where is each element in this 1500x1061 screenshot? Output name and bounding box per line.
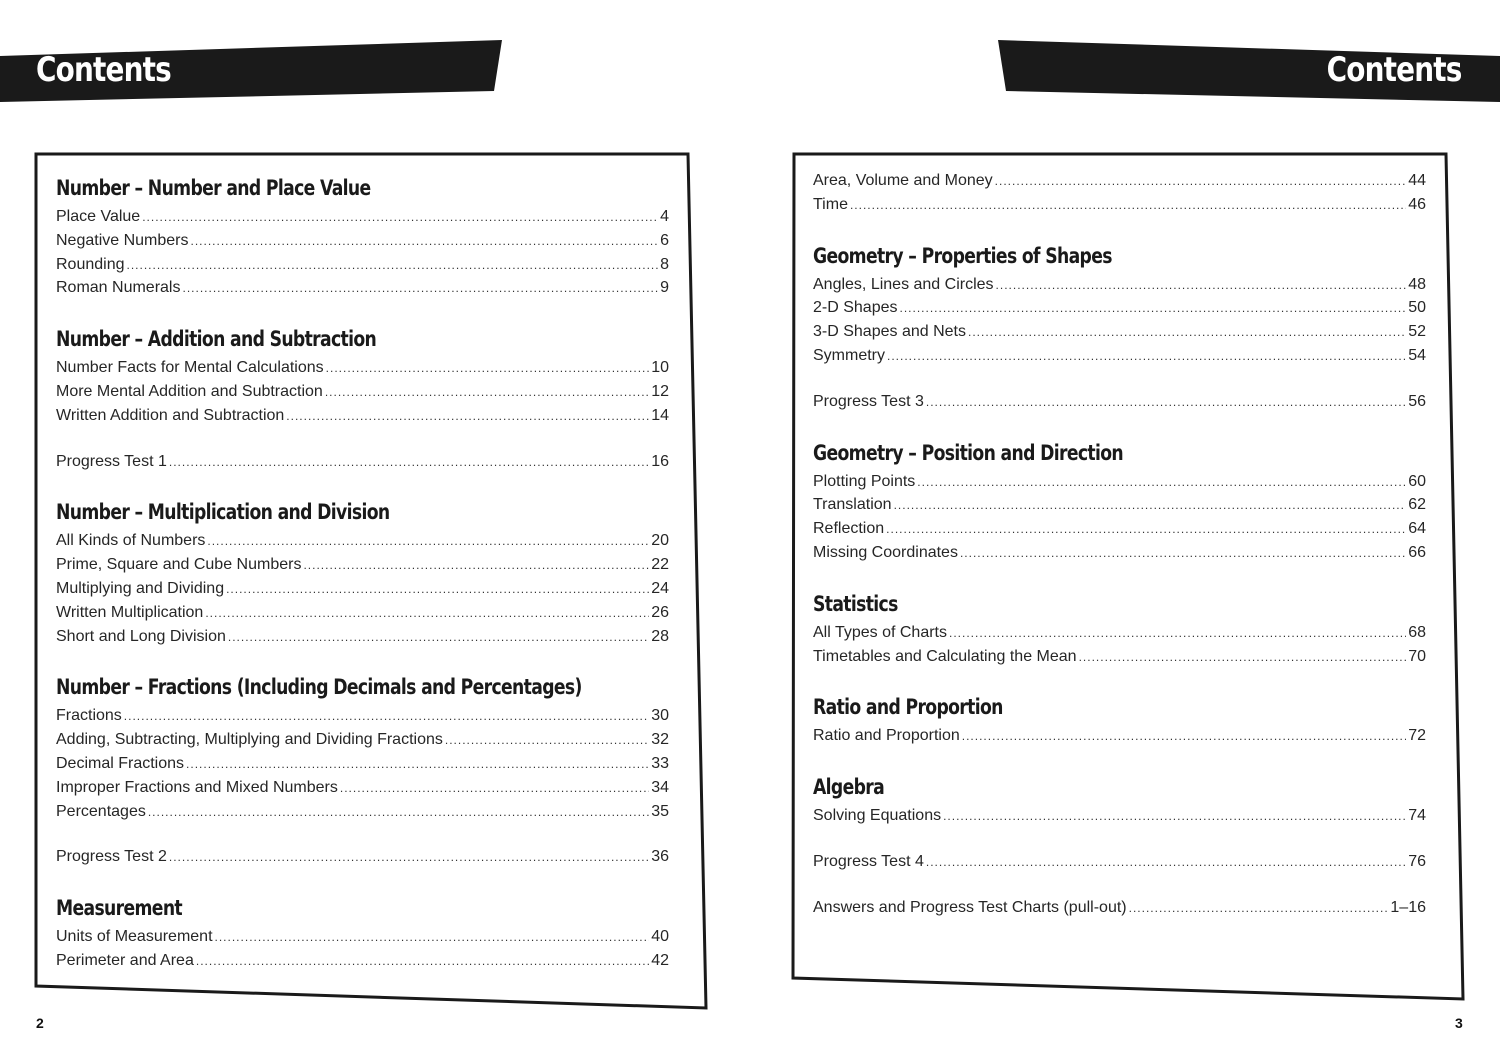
toc-entry[interactable] [56,276,669,300]
toc-entry-page-number: 42 [651,951,669,969]
dot-leader [186,753,649,776]
toc-entry-page-number: 36 [651,848,669,866]
toc-entry-label: Negative Numbers [56,231,189,249]
toc-entry-page-number: 62 [1408,496,1426,514]
toc-section [813,896,1426,920]
dot-leader [127,254,659,277]
toc-entry[interactable] [813,344,1426,368]
toc-entry-label: Perimeter and Area [56,951,194,969]
dot-leader [169,451,649,474]
toc-section [813,690,1426,748]
toc-entry-label: Time [813,195,848,213]
toc-entry[interactable] [56,800,669,824]
section-heading: Number – Multiplication and Division [56,500,390,525]
toc-entry-page-number: 46 [1408,195,1426,213]
toc-entry-page-number: 72 [1408,727,1426,745]
toc-entry[interactable] [813,541,1426,565]
toc-entry[interactable] [56,601,669,625]
dot-leader [926,391,1406,414]
dot-leader [1129,897,1389,920]
toc-entry-label: 3-D Shapes and Nets [813,323,966,341]
toc-entry-page-number: 10 [651,359,669,377]
toc-entry-label: 2-D Shapes [813,299,898,317]
dot-leader [226,578,649,601]
toc-entry[interactable] [813,621,1426,645]
dot-leader [960,542,1406,565]
section-heading: Number – Number and Place Value [56,176,371,200]
toc-entry[interactable] [813,850,1426,874]
toc-section [813,587,1426,669]
toc-entry-label: All Kinds of Numbers [56,532,206,550]
toc-entry[interactable] [56,704,669,728]
toc-entry-page-number: 76 [1408,852,1426,870]
toc-entry-page-number: 24 [651,579,669,597]
toc-entry-label: Improper Fractions and Mixed Numbers [56,778,338,796]
toc-entry-label: Missing Coordinates [813,543,958,561]
dot-leader [995,170,1407,193]
toc-entry-label: Area, Volume and Money [813,172,993,189]
toc-section [56,845,669,869]
toc-entry-page-number: 68 [1408,623,1426,641]
toc-entry-page-number: 34 [651,778,669,796]
toc-entry[interactable] [56,380,669,404]
dot-leader [326,357,650,380]
toc-entry-label: Adding, Subtracting, Multiplying and Dividing Fractions [56,731,443,749]
dot-leader [894,494,1407,517]
toc-section [56,495,669,648]
toc-entry-label: Plotting Points [813,472,916,490]
toc-entry-label: Rounding [56,255,125,273]
toc-entry[interactable] [813,193,1426,217]
toc-section [813,436,1426,565]
toc-entry-label: Percentages [56,802,146,820]
toc-entry-page-number: 48 [1408,275,1426,293]
dot-leader [205,602,649,625]
toc-entry-label: Progress Test 3 [813,392,924,410]
toc-entry-page-number: 64 [1408,520,1426,538]
dot-leader [943,805,1406,828]
toc-entry-label: Angles, Lines and Circles [813,275,994,293]
toc-entry[interactable] [813,493,1426,517]
toc-entry-label: Progress Test 2 [56,848,167,866]
toc-entry-label: Decimal Fractions [56,754,185,772]
dot-leader [182,277,658,300]
page-title-right: Contents [1327,50,1462,90]
dot-leader [996,274,1407,297]
section-heading: Number – Fractions (Including Decimals and Percentages) [56,675,582,700]
dot-leader [850,194,1406,217]
toc-entry-label: All Types of Charts [813,623,947,641]
toc-entry[interactable] [56,450,669,474]
dot-leader [1079,646,1407,669]
toc-entry-label: Timetables and Calculating the Mean [813,647,1077,665]
toc-section [56,670,669,823]
section-heading: Number – Addition and Subtraction [56,327,377,352]
toc-entry-page-number: 16 [651,452,669,470]
toc-entry-page-number: 28 [651,627,669,645]
toc-entry[interactable] [813,896,1426,920]
toc-section [813,390,1426,414]
dot-leader [968,321,1406,344]
toc-entry[interactable] [813,390,1426,414]
toc-entry-page-number: 40 [651,928,669,946]
toc-entry-page-number: 70 [1408,647,1426,665]
section-heading: Measurement [56,896,183,921]
dot-leader [325,381,649,404]
toc-section [56,450,669,474]
toc-entry[interactable] [813,470,1426,494]
toc-entry-page-number: 4 [660,208,669,225]
toc-entry-page-number: 35 [651,802,669,820]
toc-entry-label: Solving Equations [813,807,942,825]
toc-entry-page-number: 1–16 [1390,898,1426,916]
toc-entry[interactable] [56,229,669,253]
section-heading: Ratio and Proportion [813,695,1003,720]
toc-entry[interactable] [813,517,1426,541]
toc-entry[interactable] [56,925,669,949]
dot-leader [926,851,1406,874]
toc-entry[interactable] [56,625,669,649]
page-number-right: 3 [1455,1015,1463,1031]
contents-banner-left [0,40,505,105]
dot-leader [191,230,659,253]
toc-entry[interactable] [56,949,669,973]
toc-entry-page-number: 14 [651,406,669,424]
toc-entry[interactable] [56,752,669,776]
toc-entry-page-number: 33 [651,754,669,772]
toc-entry[interactable] [56,356,669,380]
dot-leader [142,206,658,229]
toc-entry-label: Progress Test 4 [813,852,924,870]
toc-entry-label: Fractions [56,707,122,725]
toc-entry-label: More Mental Addition and Subtraction [56,382,323,400]
toc-entry-label: Reflection [813,520,885,538]
toc-entry[interactable] [813,645,1426,669]
toc-entry-page-number: 22 [651,556,669,574]
toc-entry-page-number: 26 [651,603,669,621]
toc-section [813,169,1426,217]
toc-right-column [813,169,1426,942]
page-number-left: 2 [36,1015,44,1031]
dot-leader [886,518,1406,541]
toc-entry-label: Symmetry [813,346,885,364]
section-heading: Geometry – Properties of Shapes [813,243,1112,268]
toc-entry[interactable] [813,169,1426,193]
toc-entry[interactable] [56,205,669,229]
dot-leader [124,705,649,728]
dot-leader [949,622,1406,645]
toc-entry[interactable] [813,296,1426,320]
dot-leader [445,729,649,752]
dot-leader [303,554,649,577]
toc-entry[interactable] [56,577,669,601]
toc-entry-page-number: 6 [660,231,669,249]
toc-entry[interactable] [56,553,669,577]
toc-entry[interactable] [56,253,669,277]
toc-entry-page-number: 32 [651,731,669,749]
toc-entry[interactable] [56,845,669,869]
toc-entry-page-number: 8 [660,255,669,273]
dot-leader [215,926,650,949]
toc-section [56,171,669,300]
toc-entry-page-number: 12 [651,382,669,400]
dot-leader [196,950,649,973]
dot-leader [148,801,649,824]
dot-leader [340,777,649,800]
toc-section [813,770,1426,828]
toc-entry-label: Translation [813,496,892,514]
section-heading: Algebra [813,775,885,800]
toc-entry-label: Roman Numerals [56,279,181,297]
toc-entry-page-number: 66 [1408,543,1426,561]
toc-entry-page-number: 54 [1408,346,1426,364]
contents-banner-right [995,40,1500,105]
toc-entry-label: Written Addition and Subtraction [56,406,285,424]
toc-section [56,891,669,973]
toc-entry-label: Ratio and Proportion [813,727,960,745]
dot-leader [207,530,649,553]
toc-entry-label: Number Facts for Mental Calculations [56,359,324,377]
toc-entry[interactable] [813,724,1426,748]
toc-section [813,239,1426,368]
dot-leader [917,471,1406,494]
toc-entry-label: Answers and Progress Test Charts (pull-out) [813,898,1127,916]
toc-entry[interactable] [56,404,669,428]
toc-entry[interactable] [56,776,669,800]
dot-leader [286,405,649,428]
toc-entry-page-number: 9 [660,279,669,297]
toc-entry-label: Prime, Square and Cube Numbers [56,556,302,574]
section-heading: Statistics [813,591,898,616]
toc-entry[interactable] [813,320,1426,344]
toc-entry-page-number: 60 [1408,472,1426,490]
toc-entry-page-number: 44 [1408,172,1426,189]
toc-entry-label: Progress Test 1 [56,452,167,470]
dot-leader [887,345,1406,368]
toc-entry-page-number: 52 [1408,323,1426,341]
toc-entry-label: Units of Measurement [56,928,213,946]
toc-entry[interactable] [813,804,1426,828]
dot-leader [228,626,649,649]
dot-leader [169,846,649,869]
toc-entry-page-number: 30 [651,707,669,725]
toc-entry-label: Multiplying and Dividing [56,579,225,597]
toc-section [56,322,669,427]
dot-leader [900,297,1407,320]
toc-entry-label: Written Multiplication [56,603,204,621]
toc-left-column [56,171,669,995]
toc-entry-label: Short and Long Division [56,627,226,645]
toc-entry-page-number: 56 [1408,392,1426,410]
toc-entry[interactable] [56,529,669,553]
toc-entry[interactable] [813,273,1426,297]
toc-entry-page-number: 50 [1408,299,1426,317]
toc-entry-label: Place Value [56,208,141,225]
toc-entry[interactable] [56,728,669,752]
toc-section [813,850,1426,874]
dot-leader [962,725,1406,748]
page-title-left: Contents [36,50,171,90]
toc-entry-page-number: 20 [651,532,669,550]
section-heading: Geometry – Position and Direction [813,440,1123,465]
toc-entry-page-number: 74 [1408,807,1426,825]
